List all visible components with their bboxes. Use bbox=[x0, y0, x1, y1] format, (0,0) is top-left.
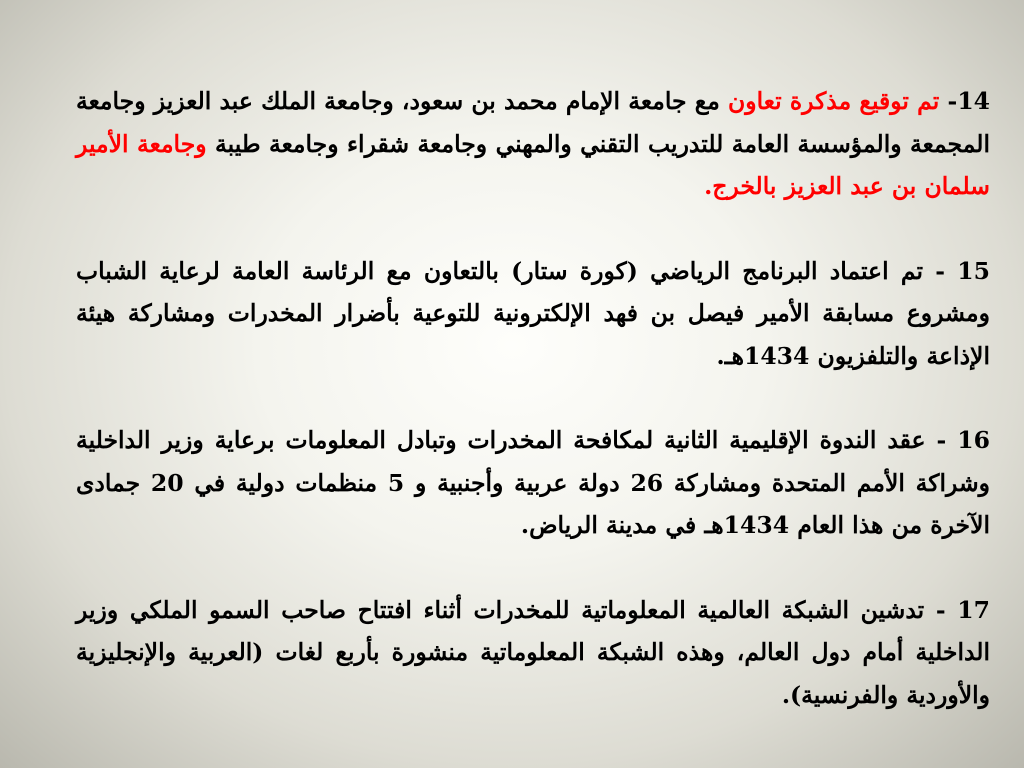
paragraph-15: 15 - تم اعتماد البرنامج الرياضي (كورة ستار) بالتعاون مع الرئاسة العامة لرعاية الشباب ومشروع مسابقة الأمير فيصل بن فهد الإلكترونية للتوعية بأضرار المخدرات ومشاركة هيئة الإذاعة والتلفزيون 1434هـ. bbox=[76, 256, 990, 370]
paragraph-14 bbox=[76, 80, 990, 208]
paragraph-14-highlight-mou: تم توقيع مذكرة تعاون bbox=[728, 87, 940, 115]
paragraph-14-highlight-university: وجامعة الأمير سلمان بن عبد العزيز بالخرج. bbox=[76, 129, 990, 200]
paragraph-17: 17 - تدشين الشبكة العالمية المعلوماتية للمخدرات أثناء افتتاح صاحب السمو الملكي وزير الداخلية أمام دول العالم، وهذه الشبكة المعلوماتية منشورة بأربع لغات (العربية والإنجليزية والأوردية والفرنسية). bbox=[76, 595, 990, 709]
paragraph-16: 16 - عقد الندوة الإقليمية الثانية لمكافحة المخدرات وتبادل المعلومات برعاية وزير الداخلية وشراكة الأمم المتحدة ومشاركة 26 دولة عربية وأجنبية و 5 منظمات دولية في 20 جمادى الآخرة من هذا العام 1434هـ في مدينة الرياض. bbox=[76, 426, 990, 539]
paragraph-14-body: مع جامعة الإمام محمد بن سعود، وجامعة الملك عبد العزيز وجامعة المجمعة والمؤسسة العامة للتدريب التقني والمهني وجامعة شقراء وجامعة طيبة bbox=[76, 87, 990, 158]
paragraph-14-number: 14- bbox=[939, 87, 991, 115]
slide-body bbox=[76, 80, 990, 716]
